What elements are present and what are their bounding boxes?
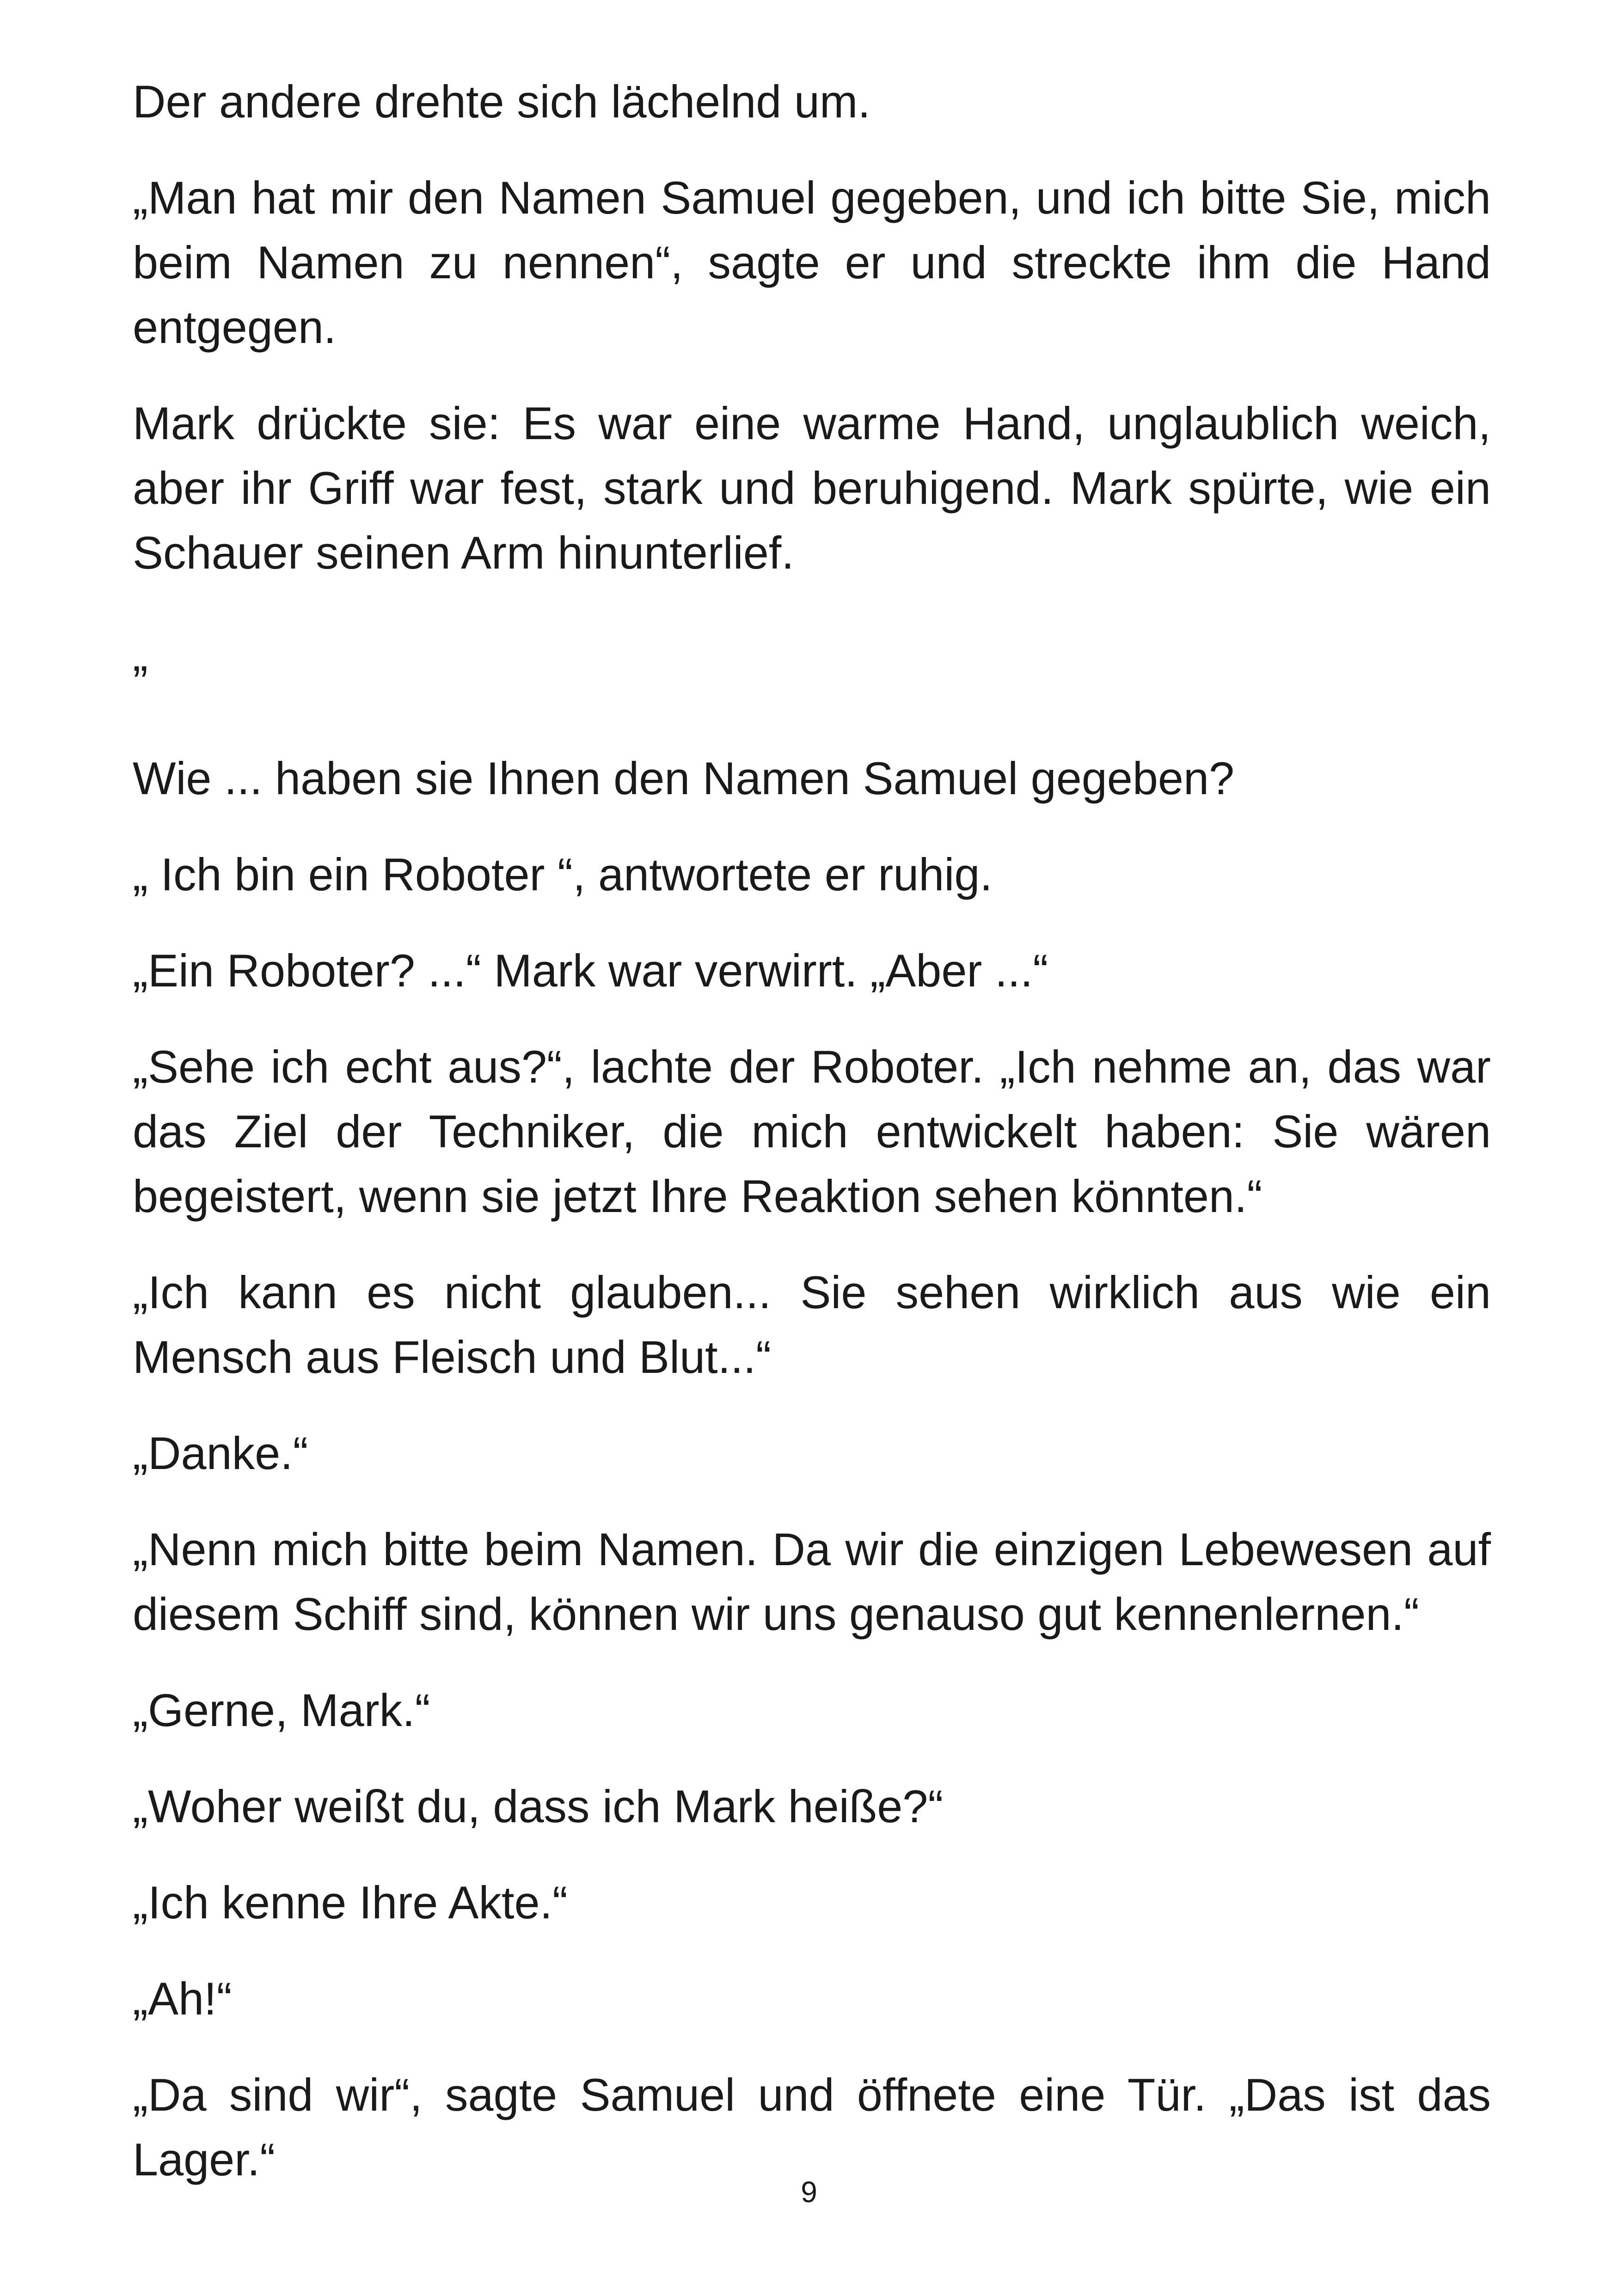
paragraph: Wie ... haben sie Ihnen den Namen Samuel gegeben? — [133, 753, 1235, 804]
paragraph: „Ah!“ — [133, 1973, 232, 2024]
paragraph: „Da sind wir“, sagte Samuel und öffnete eine Tür. „Das ist das Lager.“ — [133, 2069, 1491, 2185]
paragraph: „Danke.“ — [133, 1427, 308, 1479]
paragraph: „Woher weißt du, dass ich Mark heiße?“ — [133, 1781, 944, 1832]
paragraph: „ Ich bin ein Roboter “, antwortete er ruhig. — [133, 849, 993, 900]
paragraph: „Ich kann es nicht glauben... Sie sehen wirklich aus wie ein Mensch aus Fleisch und Blut...“ — [133, 1267, 1491, 1383]
paragraph: Mark drückte sie: Es war eine warme Hand, unglaublich weich, aber ihr Griff war fest, stark und beruhigend. Mark spürte, wie ein Schauer seinen Arm hinunterlief. — [133, 398, 1491, 578]
page-number: 9 — [801, 2175, 817, 2209]
paragraph: „Gerne, Mark.“ — [133, 1684, 430, 1736]
paragraph: Der andere drehte sich lächelnd um. — [133, 76, 870, 127]
paragraph: „Ich kenne Ihre Akte.“ — [133, 1877, 568, 1928]
paragraph: „Sehe ich echt aus?“, lachte der Roboter. „Ich nehme an, das war das Ziel der Techniker, die mich entwickelt haben: Sie wären begeistert, wenn sie jetzt Ihre Reaktion sehen könnten.“ — [133, 1041, 1491, 1222]
paragraph: „Nenn mich bitte beim Namen. Da wir die einzigen Lebewesen auf diesem Schiff sind, können wir uns genauso gut kennenlernen.“ — [133, 1524, 1491, 1640]
paragraph: „Man hat mir den Namen Samuel gegeben, und ich bitte Sie, mich beim Namen zu nennen“, sagte er und streckte ihm die Hand entgegen. — [133, 172, 1491, 353]
paragraph: „Ein Roboter? ...“ Mark war verwirrt. „Aber ...“ — [133, 945, 1048, 996]
paragraph: ” — [133, 656, 148, 708]
body-text — [133, 69, 1491, 2223]
